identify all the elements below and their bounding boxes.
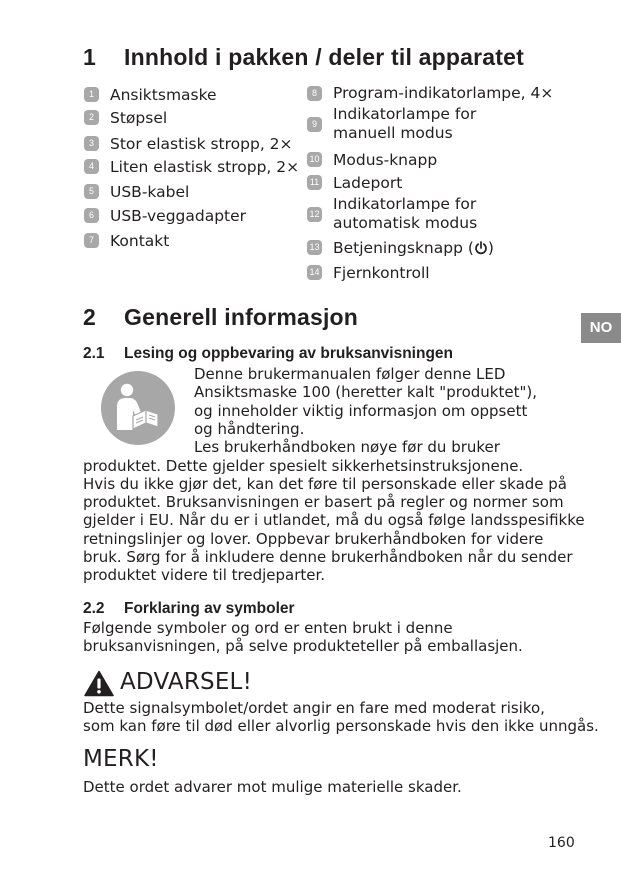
section-2-number: 2 — [83, 304, 96, 330]
part-number-badge: 2 — [84, 110, 99, 125]
warning-text — [83, 699, 599, 736]
part-number-badge: 8 — [307, 86, 322, 101]
text-line: bruksanvisningen, på selve produkteteller på emballasjen. — [83, 637, 523, 656]
text-line: Dette ordet advarer mot mulige materielle skader. — [83, 778, 462, 796]
part-number-badge: 10 — [307, 152, 322, 167]
text-line: og inneholder viktig informasjon om oppsett — [194, 401, 528, 420]
part-number-badge: 12 — [307, 207, 322, 222]
part-label-text: Betjeningsknapp ( — [333, 239, 474, 257]
text-line: produktet videre til tredjeparter. — [83, 566, 326, 585]
subsection-2-1-title: Lesing og oppbevaring av bruksanvisningen — [124, 345, 454, 362]
text-line: Dette signalsymbolet/ordet angir en fare med moderat risiko, — [83, 699, 545, 717]
subsection-2-2-heading — [83, 600, 483, 620]
section-1-number: 1 — [83, 44, 96, 70]
part-number-badge: 1 — [84, 87, 99, 102]
part-label-line-2: automatisk modus — [333, 214, 478, 232]
part-number-badge: 6 — [84, 208, 99, 223]
part-label: USB-veggadapter — [110, 207, 247, 225]
part-label — [333, 239, 494, 258]
part-number-badge: 5 — [84, 184, 99, 199]
text-line: Les brukerhåndboken nøye før du bruker — [194, 438, 500, 457]
part-label: USB-kabel — [110, 183, 190, 201]
read-manual-icon — [100, 370, 176, 446]
warning-title: ADVARSEL! — [120, 669, 252, 695]
part-number-badge: 3 — [84, 136, 99, 151]
part-number-badge: 14 — [307, 265, 322, 280]
part-label-line-2: manuell modus — [333, 124, 453, 142]
part-label: Fjernkontroll — [333, 264, 430, 282]
part-number-badge: 7 — [84, 233, 99, 248]
part-number-badge: 9 — [307, 117, 322, 132]
text-line: produktet. Bruksanvisningen er basert på regler og normer som — [83, 493, 564, 512]
section-2-heading — [83, 304, 483, 334]
text-line: bruk. Sørg for å inkludere denne brukerhåndboken når du sender — [83, 547, 573, 566]
part-label-text-after: ) — [487, 239, 494, 257]
section-1-title: Innhold i pakken / deler til apparatet — [124, 44, 524, 70]
section-2-title: Generell informasjon — [124, 304, 359, 330]
part-label: Liten elastisk stropp, 2× — [110, 158, 300, 176]
page-number: 160 — [548, 835, 575, 851]
power-icon — [474, 241, 488, 255]
notice-title: MERK! — [83, 746, 159, 772]
text-line: og håndtering. — [194, 419, 305, 438]
text-line: gjelder i EU. Når du er i utlandet, må du også følge landsspesifikke — [83, 511, 585, 530]
part-number-badge: 13 — [307, 240, 322, 255]
part-number-badge: 11 — [307, 175, 322, 190]
part-label: Ladeport — [333, 174, 403, 192]
section-2-1-body — [83, 457, 585, 585]
part-label-line-1: Indikatorlampe for — [333, 105, 477, 123]
part-label: Støpsel — [110, 109, 168, 127]
text-line: som kan føre til død eller alvorlig personskade hvis den ikke unngås. — [83, 717, 599, 736]
language-tab: NO — [581, 313, 621, 343]
section-1-heading — [83, 44, 563, 74]
text-line: Følgende symboler og ord er enten brukt i denne — [83, 619, 453, 637]
section-2-1-intro — [194, 365, 537, 456]
text-line: Denne brukermanualen følger denne LED — [194, 365, 506, 383]
part-label: Ansiktsmaske — [110, 86, 217, 104]
subsection-2-1-number: 2.1 — [83, 345, 105, 362]
part-label: Modus-knapp — [333, 151, 438, 169]
subsection-2-1-heading — [83, 345, 543, 365]
text-line: Ansiktsmaske 100 (heretter kalt "produktet"), — [194, 383, 537, 402]
part-label: Program-indikatorlampe, 4× — [333, 84, 554, 102]
part-label: Kontakt — [110, 232, 170, 250]
subsection-2-2-number: 2.2 — [83, 600, 105, 617]
notice-text — [83, 778, 462, 796]
part-number-badge: 4 — [84, 159, 99, 174]
text-line: retningslinjer og lover. Oppbevar brukerhåndboken for videre — [83, 529, 544, 548]
part-label-line-1: Indikatorlampe for — [333, 195, 477, 213]
section-2-2-body — [83, 619, 523, 656]
part-label: Stor elastisk stropp, 2× — [110, 135, 293, 153]
subsection-2-2-title: Forklaring av symboler — [124, 600, 295, 617]
text-line: Hvis du ikke gjør det, kan det føre til personskade eller skade på — [83, 474, 567, 493]
warning-triangle-icon — [84, 670, 114, 697]
text-line: produktet. Dette gjelder spesielt sikkerhetsinstruksjonene. — [83, 456, 524, 475]
